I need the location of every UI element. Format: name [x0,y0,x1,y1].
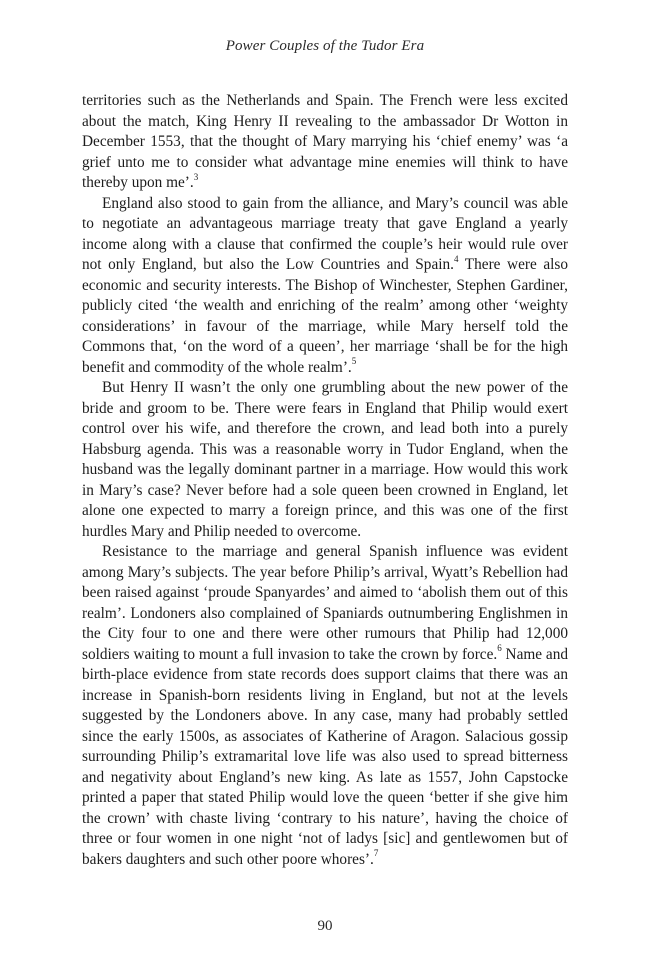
paragraph-3 [82,378,568,542]
footnote-ref: 6 [497,643,502,654]
paragraph-4 [82,542,568,870]
paragraph-text: But Henry II wasn’t the only one grumbling about the new power of the bride and groom to be. There were fears in England that Philip would exert control over his wife, and therefore the crown, and lead both into a purely Habsburg agenda. This was a reasonable worry in Tudor England, when the husband was the legally dominant partner in a marriage. How would this work in Mary’s case? Never before had a sole queen been crowned in England, let alone one expected to marry a foreign prince, and this was one of the first hurdles Mary and Philip needed to overcome. [82,379,568,540]
page-number: 90 [317,918,333,934]
paragraph-text: There were also economic and security interests. The Bishop of Winchester, Stephen Gardiner, publicly cited ‘the wealth and enriching of the realm’ among other ‘weighty considerations’ in favour of the marriage, while Mary herself told the Commons that, ‘on the word of a queen’, her marriage ‘shall be for the high benefit and commodity of the whole realm’. [82,256,568,376]
body-text [82,91,568,870]
paragraph-text: Name and birth-place evidence from state records does support claims that there was an increase in Spanish-born residents living in England, but not at the levels suggested by the Londoners above. In any case, many had probably settled since the early 1500s, as associates of Katherine of Aragon. Salacious gossip surrounding Philip’s extramarital love life was also used to spread bitterness and negativity about England’s new king. As late as 1557, John Capstocke printed a paper that stated Philip would love the queen ‘better if she give him the crown’ with chaste living ‘contrary to his nature’, having the choice of three or four women in one night ‘not of ladys [sic] and gentlewomen but of bakers daughters and such other poore whores’. [82,645,568,868]
running-header: Power Couples of the Tudor Era [225,38,425,54]
paragraph-text: England also stood to gain from the alliance, and Mary’s council was able to negotiate an advantageous marriage treaty that gave England a yearly income along with a clause that confirmed the couple’s heir would rule over not only England, but also the Low Countries and Spain. [82,194,568,273]
footnote-ref: 7 [373,848,379,859]
footnote-ref: 4 [453,253,459,264]
paragraph-text: territories such as the Netherlands and Spain. The French were less excited about the match, King Henry II revealing to the ambassador Dr Wotton in December 1553, that the thought of Mary marrying his ‘chief enemy’ was ‘a grief unto me to consider what advantage mine enemies will think to have thereby upon me’. [82,92,568,191]
footnote-ref: 5 [351,356,357,367]
footnote-ref: 3 [193,171,199,182]
paragraph-text: Resistance to the marriage and general Spanish influence was evident among Mary’s subjects. The year before Philip’s arrival, Wyatt’s Rebellion had been raised against ‘proude Spanyardes’ and aimed to ‘abolish them out of this realm’. Londoners also complained of Spaniards outnumbering Englishmen in the City four to one and there were other rumours that Philip had 12,000 soldiers waiting to mount a full invasion to take the crown by force. [82,543,568,663]
paragraph-2 [82,194,568,379]
paragraph-1 [82,91,568,194]
